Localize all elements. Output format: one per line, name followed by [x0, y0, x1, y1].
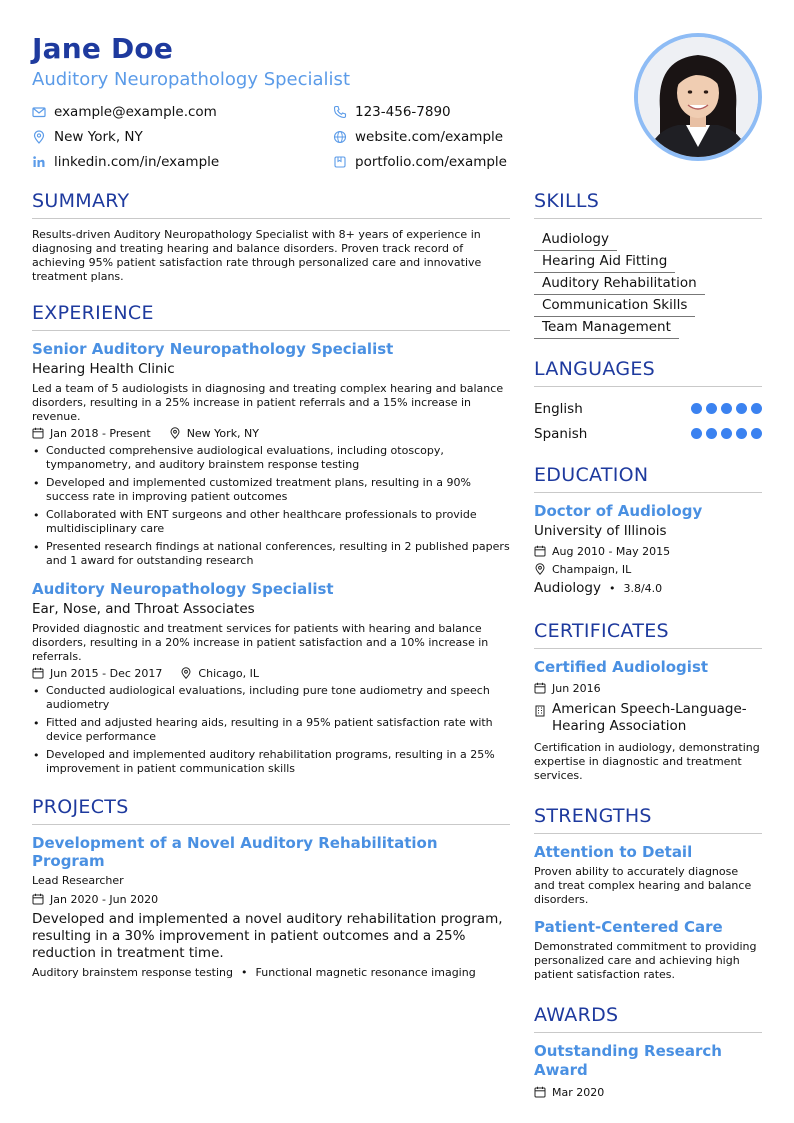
- projects-heading: PROJECTS: [32, 796, 510, 825]
- location-text: New York, NY: [54, 128, 143, 145]
- skill-tag: Hearing Aid Fitting: [534, 251, 675, 273]
- experience-section: [32, 302, 510, 776]
- list-item: • Collaborated with ENT surgeons and other healthcare professionals to provide multidisciplinary care: [32, 508, 510, 536]
- certificate-issuer: American Speech-Language-Hearing Association: [534, 701, 762, 735]
- school-name: University of Illinois: [534, 523, 667, 539]
- phone-icon: [333, 105, 347, 119]
- portfolio-text: portfolio.com/example: [355, 153, 507, 170]
- education-dates: Aug 2010 - May 2015: [534, 542, 762, 560]
- project-tags: [32, 966, 510, 979]
- experience-heading: EXPERIENCE: [32, 302, 510, 331]
- award-title: Outstanding Research Award: [534, 1042, 722, 1079]
- certificate-description: Certification in audiology, demonstrating expertise in diagnostic and treatment services.: [534, 741, 760, 782]
- strength-title: Attention to Detail: [534, 843, 693, 861]
- skills-section: [534, 190, 762, 338]
- language-row: [534, 396, 762, 421]
- strength-description: Proven ability to accurately diagnose and treat complex hearing and balance disorders.: [534, 865, 752, 906]
- job-title: Senior Auditory Neuropathology Specialist: [32, 340, 394, 358]
- skill-tag: Team Management: [534, 317, 679, 339]
- calendar-icon: [32, 893, 44, 905]
- project-item: [32, 834, 510, 979]
- gpa: 3.8/4.0: [623, 581, 663, 595]
- calendar-icon: [534, 545, 546, 557]
- languages-heading: LANGUAGES: [534, 358, 762, 387]
- contact-portfolio[interactable]: [333, 154, 507, 170]
- job-bullets: [32, 444, 510, 568]
- list-item: • Presented research findings at national conferences, resulting in 2 published papers and 1 award for outstanding research: [32, 540, 510, 568]
- summary-text: Results-driven Auditory Neuropathology Specialist with 8+ years of experience in diagnosing and treating hearing and balance disorders. Proven track record of achieving 95% patient satisfaction rate through personalized care and innovative treatment plans.: [32, 228, 482, 283]
- experience-item: [32, 580, 510, 776]
- level-dot: [706, 428, 717, 439]
- job-bullets: [32, 684, 510, 776]
- job-meta: [32, 664, 510, 682]
- calendar-icon: [534, 682, 546, 694]
- list-item: • Developed and implemented auditory rehabilitation programs, resulting in a 25% improvement in patient communication skills: [32, 748, 510, 776]
- list-item: • Developed and implemented customized treatment plans, resulting in a 90% success rate in improving patient outcomes: [32, 476, 510, 504]
- calendar-icon: [534, 1086, 546, 1098]
- location-pin-icon: [32, 130, 46, 144]
- level-dot: [751, 403, 762, 414]
- strength-item: [534, 843, 762, 907]
- calendar-icon: [32, 667, 44, 679]
- education-section: [534, 464, 762, 598]
- education-field-gpa: [534, 578, 762, 598]
- candidate-name: Jane Doe: [32, 32, 174, 65]
- profile-photo: [634, 33, 762, 161]
- skills-list: [534, 228, 762, 338]
- level-dot: [751, 428, 762, 439]
- strengths-heading: STRENGTHS: [534, 805, 762, 834]
- strength-item: [534, 918, 762, 982]
- award-date: Mar 2020: [534, 1083, 762, 1101]
- linkedin-icon: [32, 155, 46, 169]
- phone-text: 123-456-7890: [355, 103, 451, 120]
- language-name: English: [534, 400, 583, 417]
- list-item: • Conducted audiological evaluations, including pure tone audiometry and speech audiometry: [32, 684, 510, 712]
- language-name: Spanish: [534, 425, 588, 442]
- portfolio-icon: [333, 155, 347, 169]
- language-level: [687, 428, 762, 439]
- project-meta: [32, 890, 510, 908]
- job-dates: Jun 2015 - Dec 2017: [32, 667, 162, 680]
- list-item: • Conducted comprehensive audiological evaluations, including otoscopy, tympanometry, and auditory brainstem response testing: [32, 444, 510, 472]
- education-field: Audiology: [534, 580, 601, 596]
- level-dot: [691, 428, 702, 439]
- strength-description: Demonstrated commitment to providing personalized care and achieving high patient satisfaction rates.: [534, 940, 757, 981]
- tag-separator: •: [241, 966, 248, 979]
- strength-title: Patient-Centered Care: [534, 918, 723, 936]
- separator: •: [608, 581, 616, 595]
- job-dates: Jan 2018 - Present: [32, 427, 151, 440]
- building-icon: [534, 705, 546, 717]
- degree-title: Doctor of Audiology: [534, 502, 703, 520]
- location-pin-icon: [169, 427, 181, 439]
- level-dot: [736, 428, 747, 439]
- skill-tag: Audiology: [534, 229, 617, 251]
- contact-location: [32, 129, 333, 145]
- certificate-date: Jun 2016: [534, 679, 762, 697]
- language-row: [534, 421, 762, 446]
- certificates-section: [534, 620, 762, 783]
- location-pin-icon: [180, 667, 192, 679]
- level-dot: [721, 428, 732, 439]
- profile-photo-illustration: [638, 37, 758, 157]
- level-dot: [706, 403, 717, 414]
- summary-section: [32, 190, 510, 284]
- skill-tag: Communication Skills: [534, 295, 695, 317]
- job-company: Ear, Nose, and Throat Associates: [32, 601, 255, 617]
- project-tag: Auditory brainstem response testing: [32, 966, 233, 979]
- contact-linkedin[interactable]: [32, 154, 333, 170]
- contact-email[interactable]: [32, 104, 333, 120]
- job-description: Provided diagnostic and treatment services for patients with hearing and balance disorders, resulting in a 20% increase in patient satisfaction and a 10% increase in referrals.: [32, 622, 489, 663]
- certificates-heading: CERTIFICATES: [534, 620, 762, 649]
- right-column: [534, 190, 762, 1117]
- certificate-title: Certified Audiologist: [534, 658, 709, 676]
- project-dates: Jan 2020 - Jun 2020: [32, 893, 158, 906]
- job-title: Auditory Neuropathology Specialist: [32, 580, 334, 598]
- website-text: website.com/example: [355, 128, 504, 145]
- location-pin-icon: [534, 563, 546, 575]
- contact-info: [32, 99, 532, 174]
- languages-section: [534, 358, 762, 446]
- candidate-title: Auditory Neuropathology Specialist: [32, 69, 350, 90]
- mail-icon: [32, 105, 46, 119]
- list-item: • Fitted and adjusted hearing aids, resulting in a 95% patient satisfaction rate with device performance: [32, 716, 510, 744]
- project-description: Developed and implemented a novel auditory rehabilitation program, resulting in a 30% improvement in patient outcomes and a 25% reduction in treatment time.: [32, 911, 503, 961]
- linkedin-text: linkedin.com/in/example: [54, 153, 220, 170]
- language-level: [687, 403, 762, 414]
- email-text: example@example.com: [54, 103, 217, 120]
- summary-heading: SUMMARY: [32, 190, 510, 219]
- project-tag: Functional magnetic resonance imaging: [255, 966, 476, 979]
- contact-website[interactable]: [333, 129, 503, 145]
- experience-item: [32, 340, 510, 568]
- globe-icon: [333, 130, 347, 144]
- strengths-section: [534, 805, 762, 982]
- level-dot: [736, 403, 747, 414]
- project-title: Development of a Novel Auditory Rehabilitation Program: [32, 834, 438, 870]
- level-dot: [691, 403, 702, 414]
- education-heading: EDUCATION: [534, 464, 762, 493]
- projects-section: [32, 796, 510, 979]
- job-location: Chicago, IL: [180, 667, 259, 680]
- job-company: Hearing Health Clinic: [32, 361, 175, 377]
- left-column: [32, 190, 510, 995]
- job-meta: [32, 424, 510, 442]
- job-description: Led a team of 5 audiologists in diagnosing and treating complex hearing and balance disorders, resulting in a 25% increase in patient referrals and a 15% increase in revenue.: [32, 382, 504, 423]
- awards-heading: AWARDS: [534, 1004, 762, 1033]
- contact-phone[interactable]: [333, 104, 451, 120]
- skill-tag: Auditory Rehabilitation: [534, 273, 705, 295]
- skills-heading: SKILLS: [534, 190, 762, 219]
- job-location: New York, NY: [169, 427, 259, 440]
- project-role: Lead Researcher: [32, 874, 124, 887]
- level-dot: [721, 403, 732, 414]
- awards-section: [534, 1004, 762, 1101]
- calendar-icon: [32, 427, 44, 439]
- education-location: Champaign, IL: [534, 560, 762, 578]
